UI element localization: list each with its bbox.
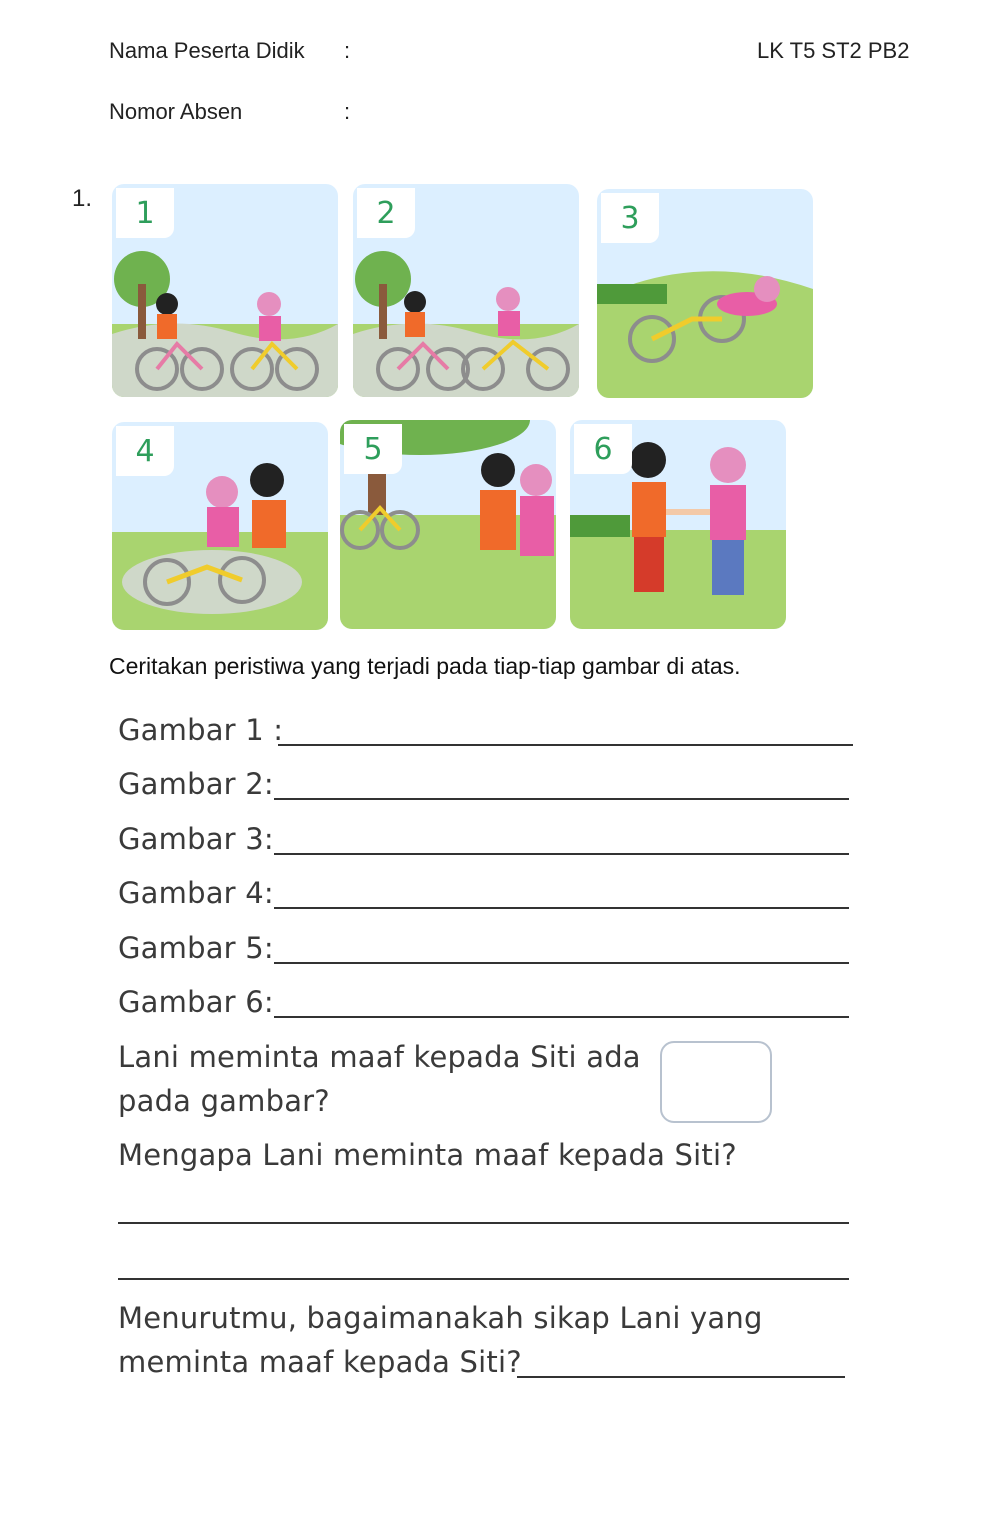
question-number: 1. [72,185,93,212]
gambar-2-answer-line[interactable] [274,798,849,800]
panel-number-4: 4 [116,426,174,476]
absen-label: Nomor Absen [109,99,243,124]
panel-number-2: 2 [357,188,415,238]
name-colon: : [344,38,351,63]
apology-answer-box[interactable] [660,1041,772,1123]
gambar-6-answer-line[interactable] [274,1016,849,1018]
attitude-question-line2: meminta maaf kepada Siti? [118,1345,522,1379]
gambar-5-answer-line[interactable] [274,962,849,964]
panel-number-5: 5 [344,424,402,474]
gambar-3-label: Gambar 3: [118,822,274,856]
why-question: Mengapa Lani meminta maaf kepada Siti? [118,1138,737,1172]
gambar-5-label: Gambar 5: [118,931,274,965]
apology-question-line1: Lani meminta maaf kepada Siti ada [118,1040,641,1074]
attitude-question-line1: Menurutmu, bagaimanakah sikap Lani yang [118,1301,763,1335]
gambar-1-answer-line[interactable] [278,744,853,746]
gambar-2-label: Gambar 2: [118,767,274,801]
absen-colon: : [344,99,351,124]
gambar-4-answer-line[interactable] [274,907,849,909]
panel-number-6: 6 [574,424,632,474]
gambar-1-label: Gambar 1 : [118,713,284,747]
why-answer-line-1[interactable] [118,1222,849,1224]
why-answer-line-2[interactable] [118,1278,849,1280]
story-panel-6 [570,420,786,629]
story-panel-3 [597,189,813,398]
instruction-text: Ceritakan peristiwa yang terjadi pada tiap-tiap gambar di atas. [109,653,741,679]
gambar-3-answer-line[interactable] [274,853,849,855]
story-panel-4 [112,422,328,630]
worksheet-code: LK T5 ST2 PB2 [757,38,910,63]
story-panel-5 [340,420,556,629]
apology-question-line2: pada gambar? [118,1084,330,1118]
story-panel-1 [112,184,338,397]
story-panel-2 [353,184,579,397]
name-label: Nama Peserta Didik [109,38,305,63]
gambar-6-label: Gambar 6: [118,985,274,1019]
attitude-answer-line[interactable] [517,1376,845,1378]
panel-number-1: 1 [116,188,174,238]
gambar-4-label: Gambar 4: [118,876,274,910]
panel-number-3: 3 [601,193,659,243]
